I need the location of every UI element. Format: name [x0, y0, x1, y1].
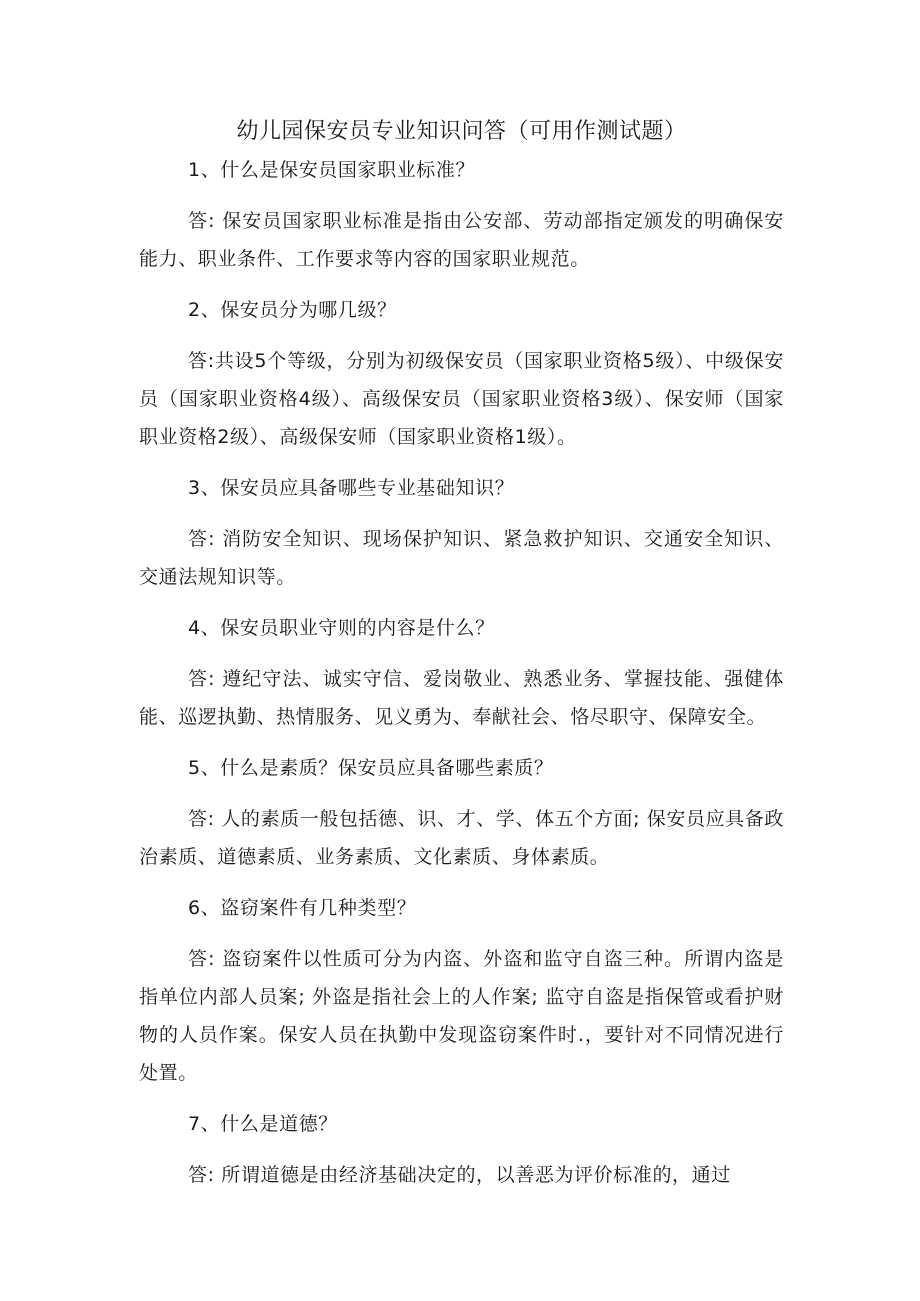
question-4: 4、保安员职业守则的内容是什么？	[188, 617, 495, 639]
answer-6: 答: 盗窃案件以性质可分为内盗、外盗和监守自盗三种。所谓内盗是指单位内部人员案; 外盗是指社会上的人作案; 监守自盗是指保管或看护财物的人员作案。保安人员在执勤中发现盗窃案件时.，要针对不同情况进行处置。	[139, 948, 784, 1084]
answer-7: 答: 所谓道德是由经济基础决定的，以善恶为评价标准的，通过	[188, 1164, 731, 1186]
document-title: 幼儿园保安员专业知识问答（可用作测试题）	[236, 119, 687, 144]
answer-4: 答: 遵纪守法、诚实守信、爱岗敬业、熟悉业务、掌握技能、强健体能、巡逻执勤、热情服务、见义勇为、奉献社会、恪尽职守、保障安全。	[139, 668, 784, 728]
answer-1: 答: 保安员国家职业标准是指由公安部、劳动部指定颁发的明确保安能力、职业条件、工作要求等内容的国家职业规范。	[139, 210, 784, 270]
question-7: 7、什么是道德？	[188, 1113, 338, 1135]
answer-2: 答:共设5个等级，分别为初级保安员（国家职业资格5级）、中级保安员（国家职业资格4级）、高级保安员（国家职业资格3级）、保安师（国家职业资格2级）、高级保安师（国家职业资格1级）。	[139, 350, 784, 448]
document-page	[139, 112, 784, 1194]
question-1: 1、什么是保安员国家职业标准？	[188, 159, 476, 181]
question-3: 3、保安员应具备哪些专业基础知识？	[188, 477, 515, 499]
question-5: 5、什么是素质？保安员应具备哪些素质？	[188, 757, 554, 779]
answer-3: 答: 消防安全知识、现场保护知识、紧急救护知识、交通安全知识、交通法规知识等。	[139, 528, 784, 588]
question-6: 6、盗窃案件有几种类型？	[188, 897, 417, 919]
question-2: 2、保安员分为哪几级？	[188, 299, 397, 321]
answer-5: 答: 人的素质一般包括德、识、才、学、体五个方面; 保安员应具备政治素质、道德素质、业务素质、文化素质、身体素质。	[139, 808, 784, 868]
